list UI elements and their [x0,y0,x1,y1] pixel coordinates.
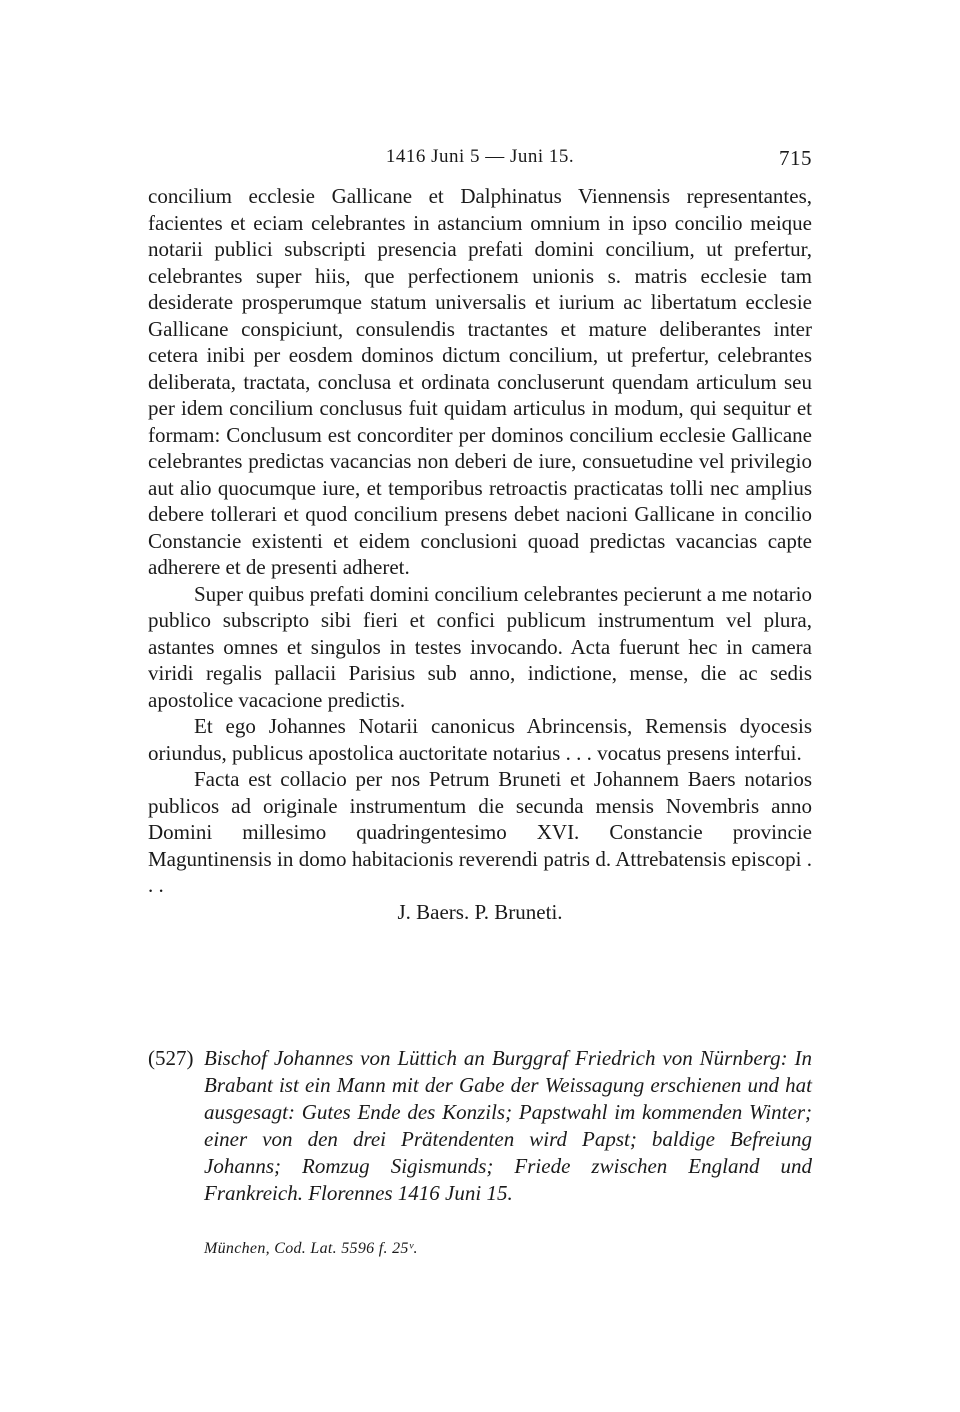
page-number: 715 [779,146,812,170]
document-entry-527 [148,1045,812,1207]
running-head-date: 1416 Juni 5 — Juni 15. [385,146,575,167]
paragraph-collation: Facta est collacio per nos Petrum Bruneti et Johannem Baers notarios publicos ad originale instrumentum die secunda mensis Novembris anno Domini millesimo quadringentesimo XVI. Constancie provincie Maguntinensis in domo habitacionis reverendi patris d. Attrebatensis episcopi . . . [148,767,812,897]
notary-signatures: J. Baers. P. Bruneti. [397,899,563,924]
running-head [148,146,812,174]
entry-number: (527) [148,1046,194,1070]
entry-regest: Bischof Johannes von Lüttich an Burggraf Friedrich von Nürnberg: In Brabant ist ein Mann mit der Gabe der Weissagung erschienen und hat ausgesagt: Gutes Ende des Konzils; Papstwahl im kommenden Winter; einer von den drei Prätendenten wird Papst; baldige Befreiung Johanns; Romzug Sigismunds; Friede zwischen England und Frankreich. Florennes 1416 Juni 15. [204,1046,812,1205]
document-body [148,183,812,925]
paragraph-super-quibus: Super quibus prefati domini concilium celebrantes pecierunt a me notario publico subscripto sibi fieri et confici publicum instrumentum vel plura, astantes omnes et singulos in testes invocando. Acta fuerunt hec in camera viridi regalis pallacii Parisius sub anno, indictione, mense, die ac sedis apostolice vacacione predictis. [148,581,812,712]
paragraph-continued: concilium ecclesie Gallicane et Dalphinatus Viennensis representantes, facientes et eciam celebrantes in astancium omnium in ipso concilio meique notarii publici subscripti presencia prefati domini concilium, ut prefertur, celebrantes super hiis, que perfectionem unionis s. matris ecclesie tam desiderate prosperumque statum universalis et iurium ac libertatum ecclesie Gallicane conspiciunt, consulendis tractantes et mature deliberantes inter cetera inibi per eosdem dominos dictum concilium, ut prefertur, celebrantes deliberata, tractata, conclusa et ordinata concluserunt quendam articulum seu per idem concilium conclusus fuit quidam articulus in modum, qui sequitur et formam: Conclusum est concorditer per dominos concilium ecclesie Gallicane celebrantes predictas vacancias non deberi de iure, consuetudine vel privilegio aut alio quocumque iure, et temporibus retroactis practicatas tolli nec amplius debere tollerari et quod concilium presens debet nacioni Gallicane in concilio Constancie existenti et eidem conclusioni quoad predictas vacancias capte adherere et de presenti adheret. [148,184,812,579]
source-citation: München, Cod. Lat. 5596 f. 25ᵛ. [204,1240,418,1257]
paragraph-notary-attestation: Et ego Johannes Notarii canonicus Abrincensis, Remensis dyocesis oriundus, publicus apostolica auctoritate notarius . . . vocatus presens interfui. [148,714,812,765]
